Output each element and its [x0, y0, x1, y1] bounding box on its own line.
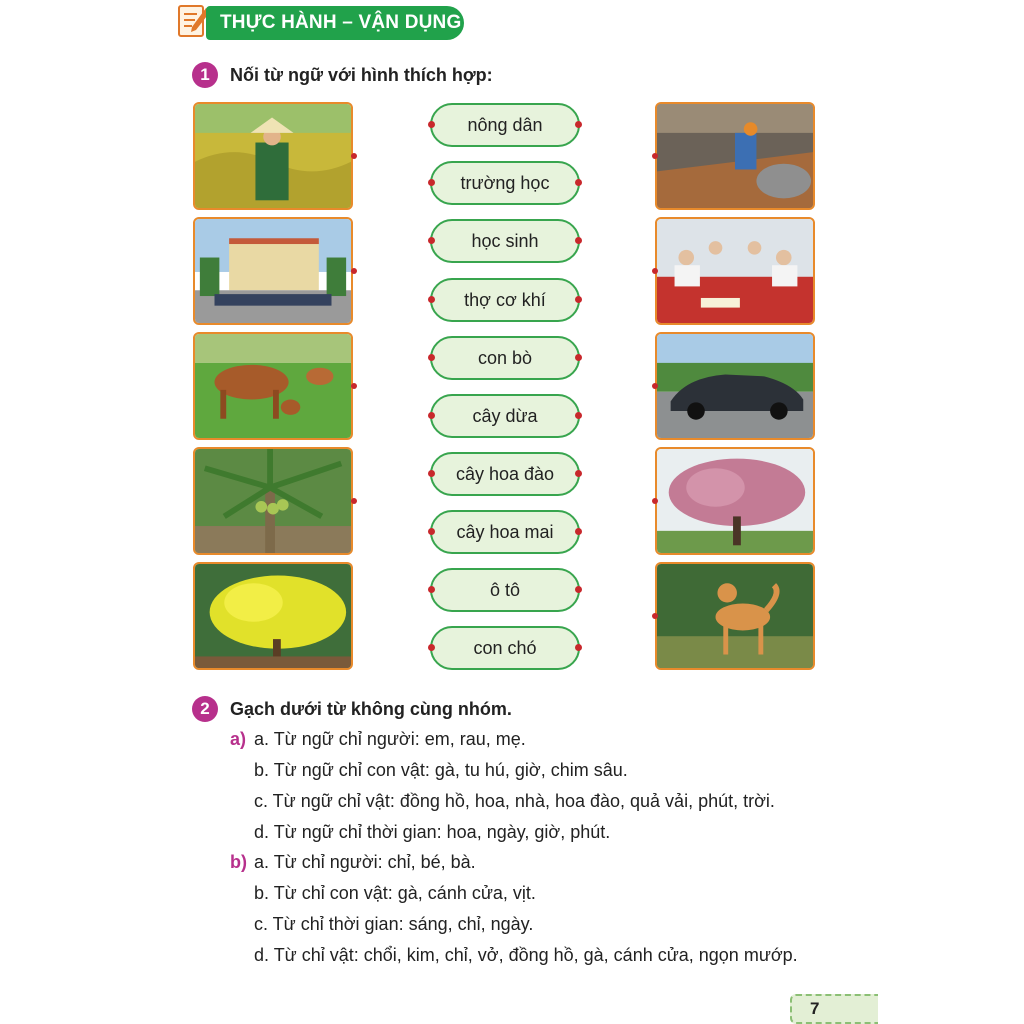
connector-dot — [652, 613, 658, 619]
section-a-line[interactable]: b. Từ ngữ chỉ con vật: gà, tu hú, giờ, chim sâu. — [254, 760, 628, 780]
word-label: học sinh — [471, 231, 539, 251]
word-label: thợ cơ khí — [464, 290, 546, 310]
photo-school[interactable] — [193, 217, 353, 325]
word-pill[interactable] — [430, 219, 580, 263]
word-pill[interactable] — [430, 394, 580, 438]
section-a-label: a) — [230, 729, 247, 749]
photo-students[interactable] — [655, 217, 815, 325]
word-label: ô tô — [489, 580, 521, 600]
word-pill[interactable] — [430, 161, 580, 205]
connector-dot — [652, 268, 658, 274]
connector-dot — [351, 383, 357, 389]
word-label: con chó — [473, 638, 537, 658]
connector-dot — [351, 498, 357, 504]
section-b-line[interactable]: b. Từ chỉ con vật: gà, cánh cửa, vịt. — [254, 883, 536, 903]
section-a-line[interactable]: a. Từ ngữ chỉ người: em, rau, mẹ. — [254, 729, 526, 749]
section-b-line[interactable]: c. Từ chỉ thời gian: sáng, chỉ, ngày. — [254, 914, 534, 934]
connector-dot — [652, 153, 658, 159]
word-pill[interactable] — [430, 568, 580, 612]
word-pill[interactable] — [430, 336, 580, 380]
word-label: nông dân — [467, 115, 543, 135]
word-label: cây hoa đào — [455, 464, 555, 484]
word-pill[interactable] — [430, 278, 580, 322]
word-label: con bò — [477, 348, 533, 368]
page-number: 7 — [790, 994, 878, 1024]
connector-dot — [351, 268, 357, 274]
connector-dot — [351, 153, 357, 159]
connector-dot — [652, 498, 658, 504]
word-pill[interactable] — [430, 452, 580, 496]
photo-car[interactable] — [655, 332, 815, 440]
photo-dog[interactable] — [655, 562, 815, 670]
word-label: trường học — [460, 173, 550, 193]
photo-apricot-blossom[interactable] — [193, 562, 353, 670]
section-b-line[interactable]: d. Từ chỉ vật: chổi, kim, chỉ, vở, đồng hồ, gà, cánh cửa, ngọn mướp. — [254, 945, 798, 965]
connector-dot — [652, 383, 658, 389]
photo-cow[interactable] — [193, 332, 353, 440]
word-pill[interactable] — [430, 103, 580, 147]
exercise-2-number: 2 — [192, 696, 218, 722]
section-a-line[interactable]: d. Từ ngữ chỉ thời gian: hoa, ngày, giờ, phút. — [254, 822, 611, 842]
section-b-label: b) — [230, 852, 247, 872]
word-label: cây hoa mai — [456, 522, 554, 542]
exercise-1-number: 1 — [192, 62, 218, 88]
section-a-line[interactable]: c. Từ ngữ chỉ vật: đồng hồ, hoa, nhà, hoa đào, quả vải, phút, trời. — [254, 791, 775, 811]
word-pill[interactable] — [430, 626, 580, 670]
photo-farmer[interactable] — [193, 102, 353, 210]
word-pill[interactable] — [430, 510, 580, 554]
photo-mechanic[interactable] — [655, 102, 815, 210]
exercise-2-title: Gạch dưới từ không cùng nhóm. — [230, 699, 512, 719]
section-b-line[interactable]: a. Từ chỉ người: chỉ, bé, bà. — [254, 852, 476, 872]
photo-peach-blossom[interactable] — [655, 447, 815, 555]
word-label: cây dừa — [472, 406, 538, 426]
exercise-1-title: Nối từ ngữ với hình thích hợp: — [230, 65, 493, 85]
section-title: THỰC HÀNH – VẬN DỤNG — [206, 6, 464, 40]
photo-coconut-tree[interactable] — [193, 447, 353, 555]
